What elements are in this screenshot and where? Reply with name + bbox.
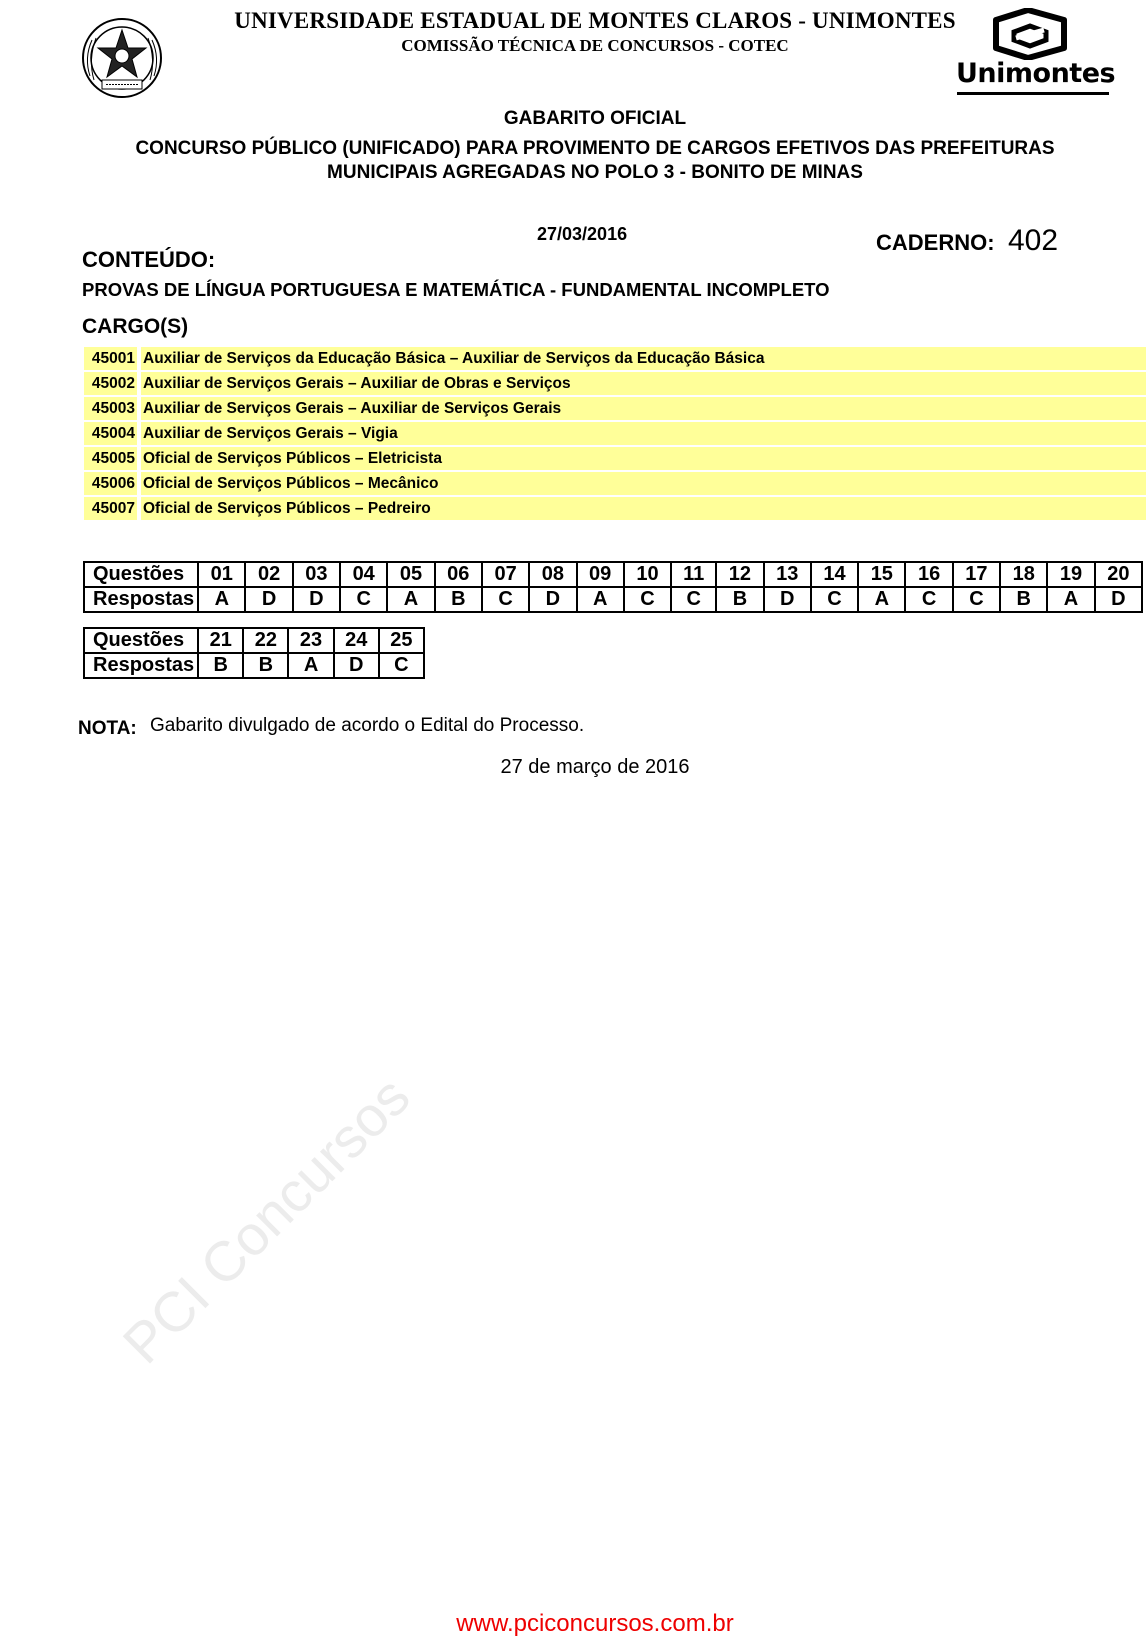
question-number-cell: 24 [334,628,379,653]
answer-cell: B [435,587,482,612]
answer-cell: C [379,653,424,678]
answer-table-1 [83,561,1143,613]
cargo-name: Oficial de Serviços Públicos – Eletricista [141,447,1146,470]
cargo-row [84,472,1146,495]
question-number-cell: 08 [529,562,576,587]
answer-cell: C [482,587,529,612]
question-number-cell: 09 [577,562,624,587]
cargo-code: 45006 [84,472,137,495]
answer-cell: D [293,587,340,612]
answer-cell: C [953,587,1000,612]
question-number-cell: 01 [198,562,245,587]
question-number-cell: 21 [198,628,243,653]
cargo-name: Oficial de Serviços Públicos – Pedreiro [141,497,1146,520]
cargo-name: Oficial de Serviços Públicos – Mecânico [141,472,1146,495]
answer-cell: A [198,587,245,612]
questions-header: Questões [84,562,198,587]
nota-text: Gabarito divulgado de acordo o Edital do Processo. [150,715,585,736]
question-number-cell: 17 [953,562,1000,587]
cargo-code: 45003 [84,397,137,420]
cargo-row [84,372,1146,395]
answer-cell: A [387,587,434,612]
contest-title-line1: CONCURSO PÚBLICO (UNIFICADO) PARA PROVIMENTO DE CARGOS EFETIVOS DAS PREFEITURAS [135,138,1055,159]
answer-cell: D [334,653,379,678]
unimontes-logo-icon [956,8,1110,60]
answer-cell: A [1047,587,1094,612]
question-number-cell: 13 [764,562,811,587]
answer-cell: B [243,653,288,678]
answer-cell: A [288,653,333,678]
answer-cell: D [529,587,576,612]
cargo-code: 45002 [84,372,137,395]
exam-date: 27/03/2016 [537,224,628,244]
question-number-cell: 11 [671,562,716,587]
conteudo-value: PROVAS DE LÍNGUA PORTUGUESA E MATEMÁTICA - FUNDAMENTAL INCOMPLETO [82,279,830,300]
question-number-cell: 15 [858,562,905,587]
footer-url-link[interactable]: www.pciconcursos.com.br [456,1610,734,1637]
document-title: GABARITO OFICIAL [503,108,687,129]
nota-label: NOTA: [78,718,137,739]
question-number-cell: 07 [482,562,529,587]
conteudo-label: CONTEÚDO: [82,247,216,272]
answer-cell: C [811,587,858,612]
cargo-row [84,422,1146,445]
contest-title-line2: MUNICIPAIS AGREGADAS NO POLO 3 - BONITO DE MINAS [327,162,863,183]
answer-cell: C [671,587,716,612]
questions-header: Questões [84,628,198,653]
cargo-row [84,347,1146,370]
answer-cell: B [1000,587,1047,612]
answer-cell: D [764,587,811,612]
answer-cell: C [905,587,952,612]
cargo-row [84,397,1146,420]
cargo-code: 45007 [84,497,137,520]
answers-row [84,653,424,678]
question-number-cell: 23 [288,628,333,653]
questions-row [84,562,1142,587]
answer-cell: D [1095,587,1142,612]
answer-cell: B [198,653,243,678]
question-number-cell: 06 [435,562,482,587]
answer-cell: A [577,587,624,612]
question-number-cell: 04 [340,562,387,587]
commission-name: COMISSÃO TÉCNICA DE CONCURSOS - COTEC [401,36,789,55]
answers-row [84,587,1142,612]
publication-date: 27 de março de 2016 [500,756,690,778]
answer-cell: A [858,587,905,612]
question-number-cell: 22 [243,628,288,653]
question-number-cell: 12 [716,562,763,587]
questions-row [84,628,424,653]
cargos-label: CARGO(S) [82,315,189,338]
answer-table-2 [83,627,425,679]
caderno-number: 402 [1008,224,1059,257]
question-number-cell: 14 [811,562,858,587]
cargo-name: Auxiliar de Serviços da Educação Básica – Auxiliar de Serviços da Educação Básica [141,347,1146,370]
question-number-cell: 05 [387,562,434,587]
answer-cell: C [624,587,671,612]
cargo-name: Auxiliar de Serviços Gerais – Auxiliar de Serviços Gerais [141,397,1146,420]
question-number-cell: 25 [379,628,424,653]
cargo-name: Auxiliar de Serviços Gerais – Vigia [141,422,1146,445]
unimontes-logo [956,8,1116,92]
caderno-label: CADERNO: [876,230,995,255]
cargo-row [84,497,1146,520]
answers-header: Respostas [84,587,198,612]
answer-cell: D [245,587,292,612]
university-name: UNIVERSIDADE ESTADUAL DE MONTES CLAROS - UNIMONTES [234,8,956,33]
question-number-cell: 10 [624,562,671,587]
answer-cell: B [716,587,763,612]
question-number-cell: 03 [293,562,340,587]
question-number-cell: 19 [1047,562,1094,587]
cargo-row [84,447,1146,470]
answer-cell: C [340,587,387,612]
question-number-cell: 20 [1095,562,1142,587]
logo-underline [957,92,1109,95]
question-number-cell: 18 [1000,562,1047,587]
cargo-name: Auxiliar de Serviços Gerais – Auxiliar de Obras e Serviços [141,372,1146,395]
question-number-cell: 02 [245,562,292,587]
watermark: PCI Concursos [110,1064,422,1376]
question-number-cell: 16 [905,562,952,587]
answers-header: Respostas [84,653,198,678]
cargo-code: 45001 [84,347,137,370]
logo-wordmark: Unimontes [956,58,1116,89]
cargo-code: 45004 [84,422,137,445]
state-coat-of-arms-icon [80,16,164,100]
cargo-code: 45005 [84,447,137,470]
